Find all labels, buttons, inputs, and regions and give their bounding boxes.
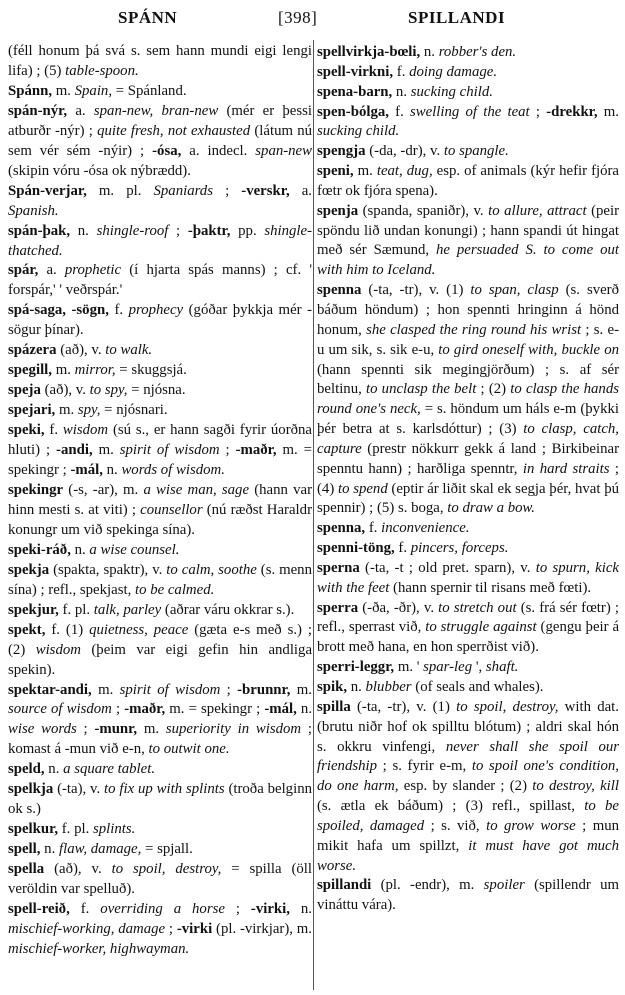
headword: -brunnr, (237, 681, 291, 698)
gloss: pincers, forceps. (410, 540, 509, 557)
gloss: span-new, bran-new (93, 102, 219, 119)
headword: speni, (317, 163, 354, 180)
gloss: to destroy, kill (532, 778, 619, 795)
entry-text: ; s. við, (424, 817, 487, 834)
dictionary-entry (8, 681, 312, 761)
gloss: to spangle. (443, 143, 509, 160)
gloss: swelling of the teat (409, 103, 530, 120)
dictionary-entry (8, 561, 312, 601)
gloss: span-new (255, 142, 312, 159)
entry-text: f. pl. (58, 601, 94, 618)
entry-text: (skipin vóru -ósa ok nýbrædd). (8, 162, 191, 179)
entry-text: m. (55, 402, 78, 419)
dictionary-entry (8, 42, 312, 82)
gloss: it must have got much worse. (317, 837, 619, 874)
dictionary-entry (8, 421, 312, 481)
entry-text: f. (108, 302, 129, 319)
dictionary-entry (317, 658, 619, 678)
dictionary-entry (8, 840, 312, 860)
gloss: to grow worse (486, 817, 576, 834)
gloss: to struggle against (425, 619, 537, 636)
headword: spelkja (8, 781, 54, 798)
entry-text: ; (212, 182, 242, 199)
entry-text: pp. (230, 222, 265, 239)
headword: -virki (176, 920, 213, 937)
entry-text: with dat. (brutu niðr hof ok spilltu blótum) ; aldri skal hón s. okkru vinfengi, (317, 698, 619, 755)
dictionary-entry (317, 103, 619, 143)
gloss: table-spoon. (65, 62, 139, 79)
gloss: to fix up with splints (104, 781, 225, 798)
entry-text: esp. of animals (kýr hefir fjóra fœtr ok fjóra spena). (317, 163, 619, 199)
headword: speki, (8, 422, 45, 439)
dictionary-entry (8, 621, 312, 681)
headword: spekjur, (8, 601, 59, 618)
gloss: sucking child. (317, 123, 400, 140)
gloss: to span, clasp (470, 282, 559, 299)
headword: spilla (317, 698, 351, 715)
entry-text: n. (40, 841, 59, 858)
entry-text: (látum nú sem vér sém -nýir) ; (8, 122, 312, 159)
entry-text: a. (289, 182, 312, 199)
entry-text: (s. menn sína) ; refl., spekjast, (8, 561, 312, 598)
dictionary-entry (8, 301, 312, 341)
gloss: to outwit one. (148, 741, 230, 758)
gloss: superiority in wisdom (165, 721, 302, 738)
entry-text: (-ta), v. (53, 781, 105, 798)
gloss: spirit of wisdom (119, 442, 220, 459)
entry-text: ; s. fyrir e-m, (377, 758, 472, 775)
gloss: sucking child. (410, 83, 493, 100)
dictionary-entry (8, 820, 312, 840)
entry-text: f. (365, 520, 382, 537)
entry-text: (gæta e-s með s.) ; (2) (8, 621, 312, 658)
entry-text: m. (92, 442, 120, 459)
headword: spektar-andi, (8, 681, 92, 698)
entry-text: = s. höndum um háls e-m (þykki þér betra at s. karlsdóttur) ; (3) (317, 401, 619, 438)
entry-text: m. (290, 681, 312, 698)
headword: -andi, (56, 442, 93, 459)
gloss: splints. (92, 821, 136, 838)
headword: -virki, (250, 900, 290, 917)
dictionary-entry (317, 202, 619, 281)
headword: sperra (317, 599, 359, 616)
entry-text: m. (91, 681, 120, 698)
entry-text: n. (420, 44, 439, 60)
entry-text: (-da, -dr), v. (365, 143, 444, 160)
headword: spena-barn, (317, 83, 393, 100)
entry-text: (að), v. (44, 861, 112, 878)
dictionary-entry (317, 539, 619, 559)
gloss: inconvenience. (381, 520, 470, 537)
entry-text: (-ta, -tr), v. (1) (361, 282, 471, 299)
entry-text: (aðrar váru okkrar s.). (161, 601, 295, 618)
entry-text: (-ta, -t ; old pret. sparn), v. (359, 559, 536, 576)
entry-text: = spilla (öll veröldin var spelluð). (8, 861, 312, 898)
entry-text: (s. frá sér fœtr) ; refl., sperrast við, (317, 599, 619, 636)
dictionary-entry (317, 142, 619, 162)
entry-text: = njósna. (127, 382, 186, 399)
gloss: a square tablet. (63, 761, 156, 778)
entry-text: f. (394, 540, 411, 557)
dictionary-entry (8, 780, 312, 820)
entry-text: n. (70, 541, 90, 558)
dictionary-entry (8, 261, 312, 301)
dictionary-entry (8, 102, 312, 182)
dictionary-entry (8, 541, 312, 561)
running-header (0, 6, 625, 32)
headword: spekt, (8, 621, 46, 638)
gloss: never shall she spoil our friendship (317, 738, 619, 775)
entry-text: (of seals and whales). (411, 679, 544, 695)
gloss: talk, parley (93, 601, 162, 618)
entry-text: (hann spennti sik megingjörðum) ; s. af sér beltinu, (317, 361, 619, 398)
entry-text: ; (4) (317, 460, 619, 497)
headword: spekja (8, 561, 50, 578)
entry-text: n. (296, 701, 313, 718)
headword: -ósa, (152, 142, 182, 159)
entry-text: (peir spöndu lið undan konungi) ; hann spandi út hingat með sér Sæmund, (317, 202, 619, 259)
dictionary-entry (8, 401, 312, 421)
headword: speld, (8, 761, 45, 778)
entry-text: n. (347, 679, 366, 695)
headword: spár, (8, 262, 39, 279)
gloss: a wise man, sage (143, 481, 250, 498)
headword: -mál, (70, 462, 103, 479)
gloss: shingle-roof (96, 222, 169, 239)
gloss: to gird oneself with, buckle on (438, 341, 619, 358)
entry-text: a. indecl. (181, 142, 256, 159)
gloss: to be spoiled, damaged (317, 798, 619, 834)
headword: spán-nýr, (8, 102, 68, 119)
gloss: mischief-worker, highwayman. (8, 940, 190, 957)
entry-text: ; (220, 681, 238, 698)
entry-text: = skuggsjá. (115, 362, 187, 379)
entry-text: (spanda, spaniðr), v. (358, 202, 489, 219)
entry-text: (spillendr um vináttu vára). (317, 877, 619, 914)
gloss: a wise counsel. (89, 541, 180, 558)
headword: -munr, (94, 721, 138, 738)
entry-text: ; (165, 920, 177, 937)
gloss: spar-leg (423, 659, 473, 676)
dictionary-entry (317, 83, 619, 103)
headword: spejari, (8, 402, 56, 419)
gloss: shingle-thatched. (8, 222, 312, 259)
dictionary-entry (317, 559, 619, 599)
dictionary-entry (8, 222, 312, 262)
headword: spekingr (8, 481, 64, 498)
entry-text: m. (353, 163, 377, 180)
dictionary-entry (317, 876, 619, 916)
dictionary-entry (8, 82, 312, 102)
gloss: to clasp, catch, capture (317, 421, 619, 457)
entry-text: ; (219, 442, 236, 459)
gloss: to walk. (105, 342, 153, 359)
gloss: Spaniards (153, 182, 213, 199)
dictionary-entry (317, 678, 619, 698)
entry-text: (spakta, spaktr), v. (49, 561, 167, 578)
gloss: to clasp the hands round one's neck, (317, 381, 619, 418)
entry-text: (gengu þeir á brott með hana, en hon sperrðist við). (317, 619, 620, 656)
headword: sperna (317, 559, 360, 576)
gloss: teat, dug, (376, 163, 433, 180)
gloss: in hard straits (522, 460, 610, 477)
entry-text: (sú s., er hann sagði fyrir úorðna hluti) ; (8, 422, 312, 459)
gloss: spoiler (483, 877, 525, 894)
right-column (317, 43, 619, 916)
entry-text: (góðar þykkja mér -sögur þínar). (8, 302, 313, 339)
entry-text: ', (472, 659, 486, 676)
headword: spegill, (8, 362, 52, 379)
dictionary-entry (8, 381, 312, 401)
gloss: to be calmed. (134, 581, 215, 598)
gloss: to spoil, destroy, (111, 861, 222, 878)
dictionary-entry (8, 860, 312, 900)
entry-text: m. = spekingr ; (8, 442, 313, 479)
headword: -þaktr, (187, 222, 231, 239)
entry-text: m. (52, 362, 75, 379)
headword: speki-ráð, (8, 541, 71, 558)
entry-text: f. pl. (58, 821, 93, 838)
entry-text: ; (224, 900, 251, 917)
entry-text: n. (70, 222, 97, 239)
left-column (8, 42, 312, 960)
entry-text: (troða belginn ok s.) (8, 781, 312, 818)
gloss: counsellor (140, 501, 203, 518)
dictionary-entry (317, 599, 619, 659)
entry-text: (hann spernir til risans með fœti). (389, 579, 592, 596)
headword: sperri-leggr, (317, 659, 395, 676)
headword: -maðr, (124, 701, 166, 718)
gloss: to spy, (89, 382, 128, 399)
dictionary-entry (8, 361, 312, 381)
entry-text: m. (52, 82, 75, 99)
gloss: Spain, (74, 82, 113, 99)
dictionary-entry (317, 43, 619, 63)
gloss: to spend (337, 480, 388, 497)
headword: spella (8, 861, 45, 878)
entry-text: (í hjarta spás manns) ; cf. ' forspár,' ' veðrspár.' (8, 262, 312, 299)
entry-text: f. (44, 422, 63, 439)
entry-text: ; (529, 103, 547, 120)
headword: spell-reið, (8, 900, 70, 917)
headword: spá-saga, (8, 302, 66, 319)
headword: spenja (317, 202, 359, 219)
gloss: overriding a horse (100, 900, 225, 917)
headword: spillandi (317, 877, 372, 894)
entry-text: (-ða, -ðr), v. (358, 599, 439, 616)
headword: spenna, (317, 520, 366, 537)
headword: spellvirkja-bœli, (317, 44, 421, 60)
gloss: to spoil one's condition, do one harm, (317, 758, 620, 795)
entry-text: ; (2) (476, 381, 511, 398)
gloss: spirit of wisdom (119, 681, 221, 698)
headword: -drekkr, (546, 103, 598, 120)
entry-text: (-s, -ar), m. (63, 481, 144, 498)
dictionary-entry (317, 519, 619, 539)
entry-text: (hann var hinn mesti s. at viti) ; (8, 481, 312, 518)
entry-text: (nú ræðst Haraldr konungr um við spekinga sína). (8, 501, 312, 538)
gloss: robber's den. (438, 44, 517, 60)
entry-text: = njósnari. (100, 402, 168, 419)
headword: spelkur, (8, 821, 59, 838)
entry-text: ; s. e-u um sik, s. sik e-u, (317, 321, 620, 358)
gloss: quite fresh, not exhausted (97, 122, 251, 139)
gloss: doing damage. (409, 63, 498, 80)
entry-text: (pl. -virkjar), m. (212, 920, 312, 937)
gloss: blubber (365, 679, 412, 695)
dictionary-entry (8, 341, 312, 361)
gloss: mischief-working, damage (8, 920, 166, 937)
entry-text: m. = spekingr ; (165, 701, 265, 718)
headword: spell-virkni, (317, 63, 394, 80)
entry-text: ; (168, 222, 188, 239)
dictionary-entry (317, 63, 619, 83)
gloss: words of wisdom. (121, 462, 225, 479)
entry-text: ; (76, 721, 95, 738)
entry-text: (prestr nökkurr gekk á land ; Birkibeinar spenntu hann) ; harðliga spenntr, (317, 440, 619, 477)
dictionary-entry (317, 698, 619, 877)
gloss: flaw, damage, (58, 841, 142, 858)
entry-text: (eptir ár liðit skal ek segja þér, hvat þú spennir) ; (5) s. boga, (317, 480, 619, 517)
gloss: to spoil, destroy, (456, 698, 559, 715)
column-divider (313, 40, 314, 990)
dictionary-entry (8, 760, 312, 780)
headword: spenni-töng, (317, 540, 395, 557)
headword: spik, (317, 679, 348, 695)
entry-text: (mér er þessi atburðr -nýr) ; (8, 102, 312, 139)
dictionary-entry (8, 182, 312, 222)
entry-text: n. (289, 900, 312, 917)
dictionary-entry (317, 162, 619, 202)
headword: Spán-verjar, (8, 182, 87, 199)
headword: spenna (317, 282, 362, 299)
entry-text: (þeim var eigi gefin hin andliga spekin). (8, 641, 313, 678)
gloss: prophetic (64, 262, 122, 279)
gloss: wisdom (35, 641, 81, 658)
gloss: to allure, attract (488, 202, 587, 219)
headword: speja (8, 382, 41, 399)
entry-text: f. (388, 103, 410, 120)
headword: spán-þak, (8, 222, 71, 239)
headword: -mál, (264, 701, 297, 718)
entry-text: f. (69, 900, 101, 917)
entry-text: n. (44, 761, 64, 778)
gloss: to draw a bow. (447, 500, 535, 517)
entry-text: ; (111, 701, 125, 718)
entry-text: m. pl. (86, 182, 154, 199)
entry-text: m. ' (394, 659, 424, 676)
gloss: quietness, peace (89, 621, 189, 638)
dictionary-entry (317, 281, 619, 519)
headword: Spánn, (8, 82, 53, 99)
gloss: to stretch out (438, 599, 517, 616)
entry-text: (að), v. (40, 382, 90, 399)
headword: -maðr, (235, 442, 277, 459)
gloss: mirror, (74, 362, 116, 379)
gloss: to unclasp the belt (365, 381, 477, 398)
dictionary-entry (8, 481, 312, 541)
gloss: prophecy (128, 302, 184, 319)
entry-text: f. (393, 63, 410, 80)
entry-text: m. (597, 103, 619, 120)
entry-text: a. (38, 262, 65, 279)
gloss: to spurn, kick with the feet (317, 559, 619, 596)
entry-text: esp. by slander ; (2) (398, 778, 533, 795)
gloss: wisdom (62, 422, 109, 439)
gloss: shaft. (485, 659, 519, 676)
headword: spázera (8, 342, 57, 359)
entry-text: m. (137, 721, 166, 738)
headword: -verskr, (241, 182, 290, 199)
entry-text: = spjall. (141, 841, 193, 858)
entry-text: a. (67, 102, 94, 119)
dictionary-entry (8, 601, 312, 621)
headword: spell, (8, 841, 41, 858)
gloss: to calm, soothe (166, 561, 257, 578)
header-right-guideword: SPILLANDI (408, 8, 506, 27)
entry-text: n. (102, 462, 122, 479)
entry-text: (s. sverð báðum höndum) ; hon spennti hringinn á hönd honum, (317, 282, 619, 338)
gloss: he persuaded S. to come out with him to Iceland. (317, 242, 619, 279)
entry-text: (féll honum þá svá s. sem hann mundi eigi lengi lifa) ; (5) (8, 43, 312, 79)
gloss: spy, (77, 402, 101, 419)
entry-text: ; komast á -mun við e-n, (8, 721, 313, 758)
gloss: Spanish. (8, 202, 59, 219)
header-page-number: [398] (278, 8, 318, 27)
headword: -sögn, (71, 302, 109, 319)
gloss: source of wisdom (8, 701, 112, 718)
gloss: she clasped the ring round his wrist (366, 321, 582, 338)
entry-text: n. (392, 83, 411, 100)
entry-text: (-ta, -tr), v. (1) (350, 698, 457, 715)
entry-text: f. (1) (45, 621, 90, 638)
gloss: wise words (8, 721, 77, 738)
dictionary-entry (8, 900, 312, 960)
entry-text: ; mun mikit hafa um spillzt, (317, 817, 619, 854)
entry-text: = Spánland. (112, 82, 187, 99)
entry-text: (s. ætla ek báðum) ; (3) refl., spillast, (317, 798, 585, 815)
header-left-guideword: SPÁNN (118, 8, 178, 27)
headword: spengja (317, 143, 366, 160)
entry-text: (að), v. (56, 342, 106, 359)
headword: spen-bólga, (317, 103, 389, 120)
entry-text: (pl. -endr), m. (371, 877, 484, 894)
